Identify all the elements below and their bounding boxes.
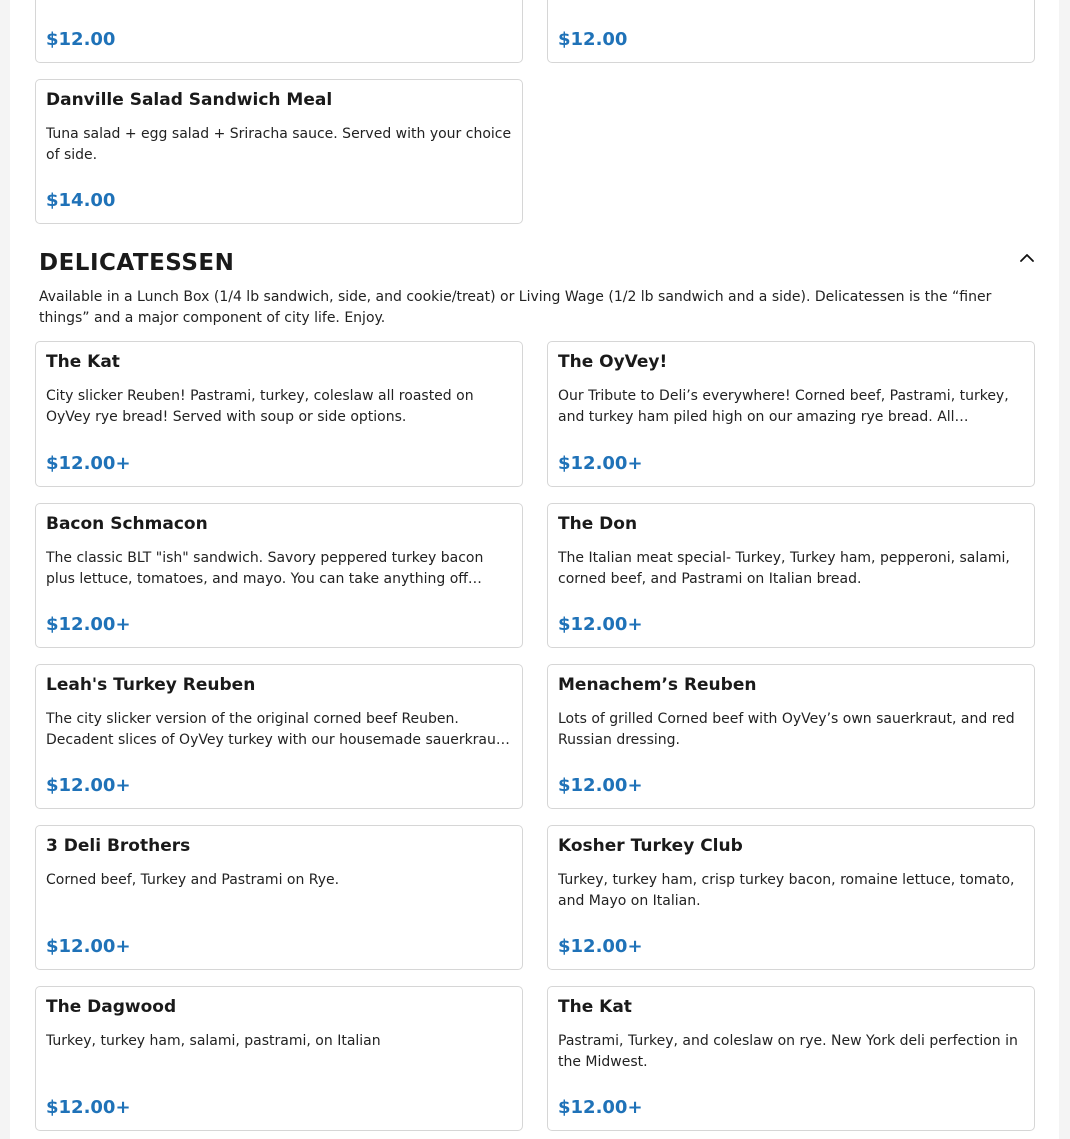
chevron-up-icon: [1019, 250, 1035, 266]
item-price: $12.00: [46, 29, 116, 50]
menu-item-card[interactable]: [35, 664, 523, 809]
menu-item-card[interactable]: [547, 0, 1035, 63]
menu-page: [10, 0, 1059, 1139]
item-name: Bacon Schmacon: [46, 514, 208, 534]
section-collapse-button[interactable]: [1015, 246, 1039, 270]
item-name: The Kat: [558, 997, 632, 1017]
menu-item-card[interactable]: [547, 503, 1035, 648]
section-title: DELICATESSEN: [39, 250, 235, 276]
item-price: $12.00+: [46, 1097, 131, 1118]
item-description: Turkey, turkey ham, crisp turkey bacon, romaine lettuce, tomato, and Mayo on Italian.: [558, 872, 1015, 909]
item-price: $12.00+: [558, 614, 643, 635]
item-price: $12.00+: [46, 453, 131, 474]
item-name: Leah's Turkey Reuben: [46, 675, 256, 695]
item-price: $12.00+: [558, 936, 643, 957]
item-description: Our Tribute to Deli’s everywhere! Corned beef, Pastrami, turkey, and turkey ham piled high on our amazing rye bread. All…: [558, 388, 1009, 425]
menu-item-card[interactable]: [35, 986, 523, 1131]
item-price: $12.00+: [558, 453, 643, 474]
section-description: Available in a Lunch Box (1/4 lb sandwich, side, and cookie/treat) or Living Wage (1/2 lb sandwich and a side). Delicatessen is the “finer things” and a major component of city life. Enjoy.: [39, 289, 992, 326]
menu-item-card[interactable]: [547, 986, 1035, 1131]
item-name: The Dagwood: [46, 997, 177, 1017]
item-price: $12.00+: [46, 614, 131, 635]
item-description: The classic BLT "ish" sandwich. Savory peppered turkey bacon plus lettuce, tomatoes, and mayo. You can take anything off…: [46, 550, 484, 587]
item-name: 3 Deli Brothers: [46, 836, 191, 856]
menu-item-card[interactable]: [547, 825, 1035, 970]
item-description: Tuna salad + egg salad + Sriracha sauce. Served with your choice of side.: [46, 126, 512, 163]
menu-item-card[interactable]: [35, 825, 523, 970]
menu-item-card[interactable]: [35, 0, 523, 63]
item-description: Pastrami, Turkey, and coleslaw on rye. New York deli perfection in the Midwest.: [558, 1033, 1018, 1070]
item-description: City slicker Reuben! Pastrami, turkey, coleslaw all roasted on OyVey rye bread! Served with soup or side options.: [46, 388, 474, 425]
item-name: The Don: [558, 514, 638, 534]
item-price: $12.00+: [46, 775, 131, 796]
item-name: Danville Salad Sandwich Meal: [46, 90, 333, 110]
item-description: Corned beef, Turkey and Pastrami on Rye.: [46, 872, 340, 888]
item-description: The city slicker version of the original corned beef Reuben. Decadent slices of OyVey turkey with our housemade sauerkrau…: [46, 711, 510, 748]
item-price: $14.00: [46, 190, 116, 211]
item-name: Kosher Turkey Club: [558, 836, 743, 856]
item-description: Turkey, turkey ham, salami, pastrami, on Italian: [46, 1033, 381, 1049]
item-description: The Italian meat special- Turkey, Turkey ham, pepperoni, salami, corned beef, and Pastrami on Italian bread.: [558, 550, 1010, 587]
item-price: $12.00+: [558, 775, 643, 796]
item-price: $12.00+: [46, 936, 131, 957]
item-price: $12.00: [558, 29, 628, 50]
menu-item-card[interactable]: [547, 664, 1035, 809]
item-name: The OyVey!: [558, 352, 668, 372]
item-name: Menachem’s Reuben: [558, 675, 757, 695]
item-description: Lots of grilled Corned beef with OyVey’s own sauerkraut, and red Russian dressing.: [558, 711, 1015, 748]
item-name: The Kat: [46, 352, 120, 372]
menu-item-card[interactable]: [547, 341, 1035, 487]
item-price: $12.00+: [558, 1097, 643, 1118]
menu-item-card[interactable]: [35, 79, 523, 224]
menu-item-card[interactable]: [35, 503, 523, 648]
menu-item-card[interactable]: [35, 341, 523, 487]
